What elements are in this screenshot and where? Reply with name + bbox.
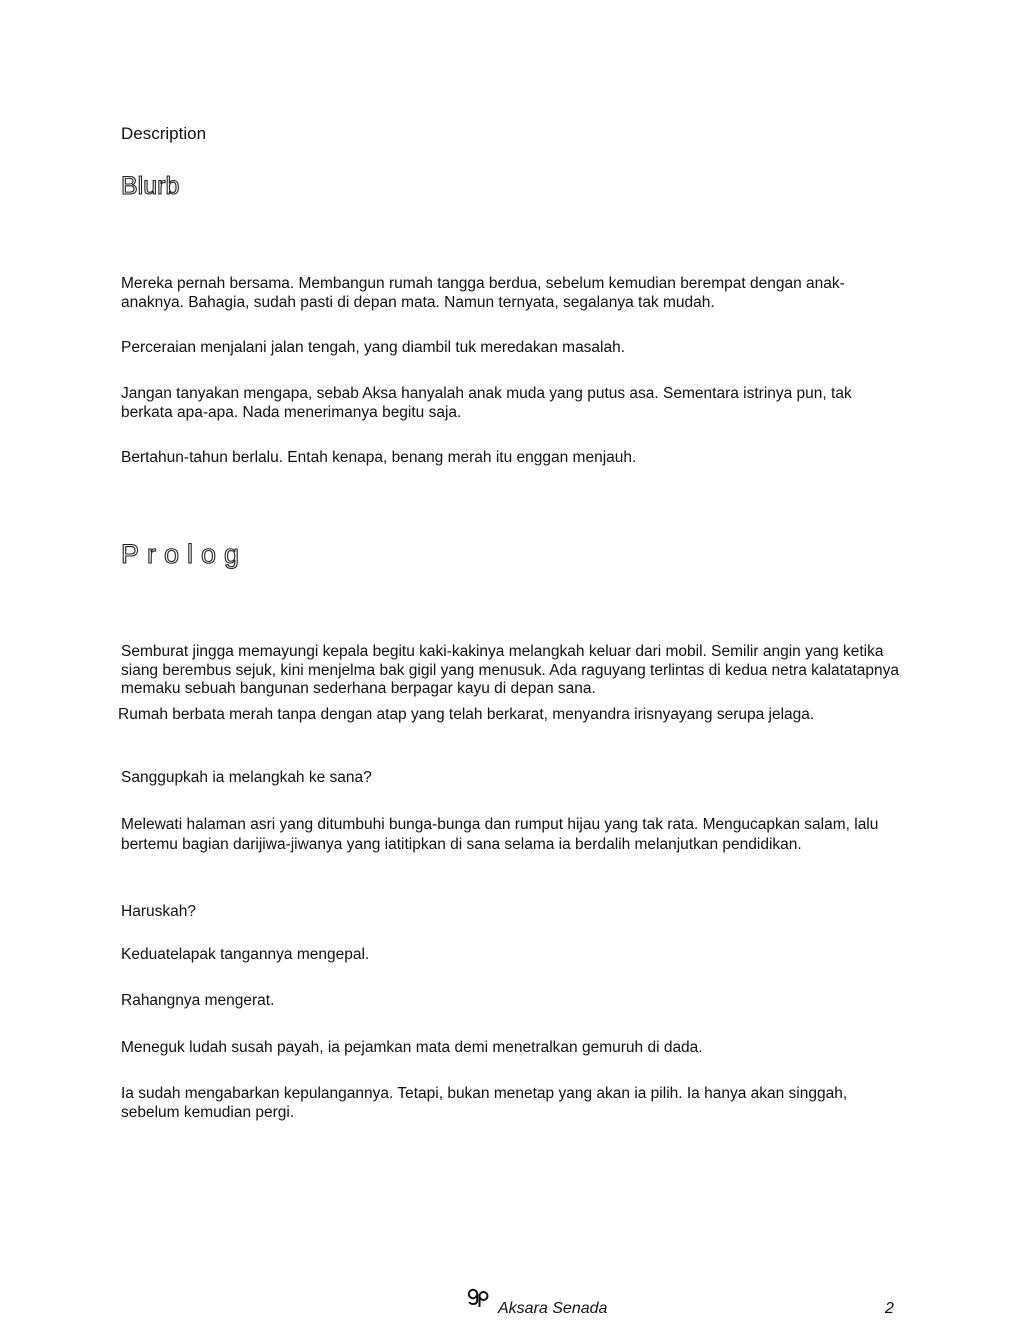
prolog-paragraph: Haruskah?: [121, 903, 196, 920]
prolog-paragraph-3-block: [121, 769, 901, 788]
blurb-heading: Blurb: [121, 172, 180, 200]
blurb-paragraph-2-block: [121, 339, 901, 358]
prolog-paragraph: Meneguk ludah susah payah, ia pejamkan mata demi menetralkan gemuruh di dada.: [121, 1039, 703, 1056]
blurb-paragraph: Mereka pernah bersama. Membangun rumah tangga berdua, sebelum kemudian berempat dengan anak-anaknya. Bahagia, sudah pasti di depan mata. Namun ternyata, segalanya tak mudah.: [121, 275, 845, 311]
prolog-heading-block: [121, 539, 901, 569]
section-label-block: [121, 124, 901, 144]
blurb-paragraph: Bertahun-tahun berlalu. Entah kenapa, benang merah itu enggan menjauh.: [121, 449, 637, 466]
prolog-heading: Prolog: [121, 539, 248, 569]
gp-logo-icon: [467, 1287, 489, 1309]
prolog-paragraph-2-block: [118, 706, 898, 725]
prolog-paragraph: Keduatelapak tangannya mengepal.: [121, 946, 370, 963]
blurb-paragraph: Jangan tanyakan mengapa, sebab Aksa hanyalah anak muda yang putus asa. Sementara istrinya pun, tak berkata apa-apa. Nada menerimanya begitu saja.: [121, 385, 852, 421]
prolog-paragraph-5-block: [121, 903, 901, 922]
prolog-paragraph-9-block: [121, 1085, 901, 1122]
footer-brand: Aksara Senada: [498, 1300, 608, 1317]
prolog-paragraph-4-block: [121, 815, 901, 855]
prolog-paragraph: Ia sudah mengabarkan kepulangannya. Tetapi, bukan menetap yang akan ia pilih. Ia hanya akan singgah, sebelum kemudian pergi.: [121, 1085, 848, 1121]
page-number: 2: [885, 1300, 894, 1317]
prolog-paragraph-8-block: [121, 1039, 901, 1058]
blurb-paragraph: Perceraian menjalani jalan tengah, yang diambil tuk meredakan masalah.: [121, 339, 626, 356]
prolog-paragraph: Melewati halaman asri yang ditumbuhi bunga-bunga dan rumput hijau yang tak rata. Mengucapkan salam, lalu bertemu bagian darijiwa-jiwanya yang iatitipkan di sana selama ia berdalih melanjutkan pendidikan.: [121, 816, 879, 853]
prolog-paragraph-6-block: [121, 946, 901, 965]
section-label: Description: [121, 124, 207, 143]
prolog-paragraph-7-block: [121, 992, 901, 1011]
blurb-paragraph-1-block: [121, 275, 901, 312]
prolog-paragraph: Rahangnya mengerat.: [121, 992, 275, 1009]
blurb-heading-block: [121, 171, 901, 201]
prolog-paragraph: Semburat jingga memayungi kepala begitu kaki-kakinya melangkah keluar dari mobil. Semilir angin yang ketika siang berembus sejuk, kini menjelma bak gigil yang menusuk. Ada raguyang terlintas di kedua netra kalatatapnya memaku sebuah bangunan sederhana berpagar kayu di depan sana.: [121, 643, 900, 697]
prolog-paragraph: Rumah berbata merah tanpa dengan atap yang telah berkarat, menyandra irisnyayang serupa jelaga.: [118, 706, 815, 723]
blurb-paragraph-3-block: [121, 385, 901, 422]
prolog-paragraph-1-block: [121, 643, 901, 699]
blurb-paragraph-4-block: [121, 449, 901, 468]
prolog-paragraph: Sanggupkah ia melangkah ke sana?: [121, 769, 372, 786]
